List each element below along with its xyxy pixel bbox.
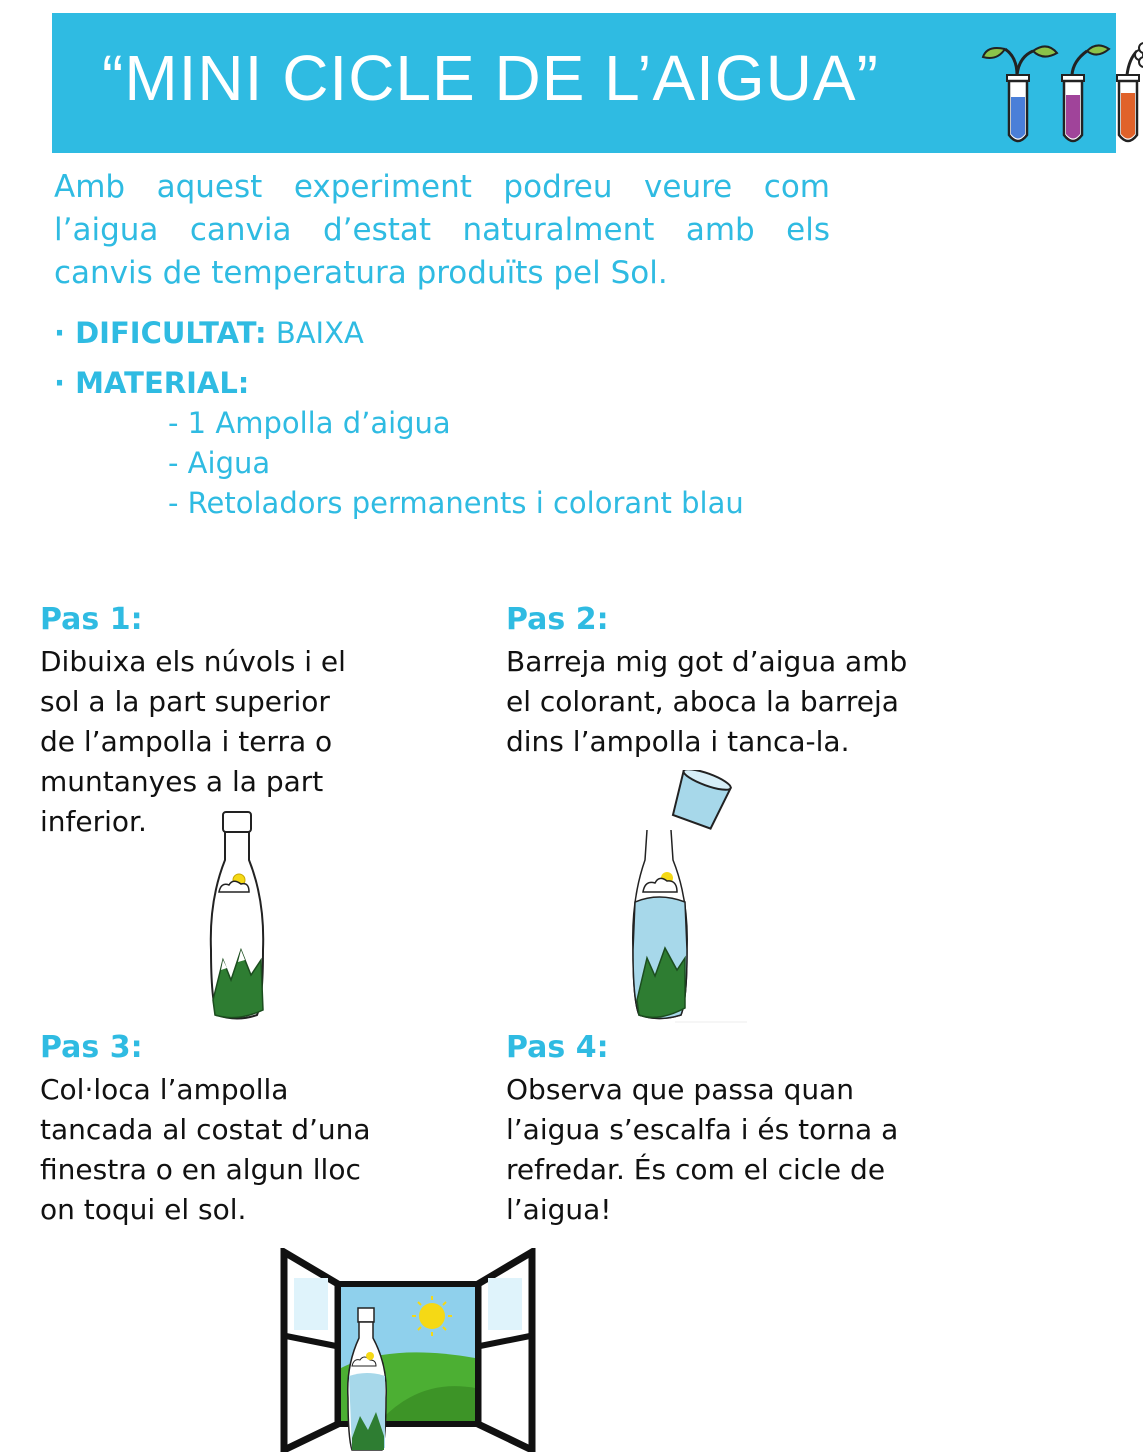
- page-title: “MINI CICLE DE L’AIGUA”: [102, 42, 879, 114]
- step-3-text: Col·loca l’ampolla tancada al costat d’una finestra o en algun lloc on toqui el sol.: [40, 1073, 371, 1226]
- title-banner: [52, 13, 1116, 153]
- material-item: - 1 Ampolla d’aigua: [168, 406, 451, 440]
- step-1-title: Pas 1:: [40, 602, 143, 637]
- test-tubes-icon: [977, 27, 1143, 152]
- material-label: · MATERIAL:: [54, 366, 250, 400]
- bottle-with-water-illustration: [625, 770, 755, 1025]
- window-illustration: [280, 1248, 536, 1452]
- step-2-text: Barreja mig got d’aigua amb el colorant, aboca la barreja dins l’ampolla i tanca-la.: [506, 645, 908, 758]
- step-1-text: Dibuixa els núvols i el sol a la part superior de l’ampolla i terra o muntanyes a la part inferior.: [40, 645, 346, 838]
- material-item: - Retoladors permanents i colorant blau: [168, 486, 744, 520]
- difficulty-line: [54, 316, 364, 350]
- step-3-title: Pas 3:: [40, 1030, 143, 1065]
- material-item: - Aigua: [168, 446, 271, 480]
- step-4-title: Pas 4:: [506, 1030, 609, 1065]
- difficulty-value: BAIXA: [275, 316, 364, 350]
- difficulty-label: · DIFICULTAT:: [54, 316, 267, 350]
- bottle-illustration: [195, 810, 280, 1025]
- step-2-title: Pas 2:: [506, 602, 609, 637]
- step-4-text: Observa que passa quan l’aigua s’escalfa i és torna a refredar. És com el cicle de l’aigua!: [506, 1073, 899, 1226]
- intro-paragraph: Amb aquest experiment podreu veure com l’aigua canvia d’estat naturalment amb els canvis de temperatura produïts pel Sol.: [54, 169, 830, 291]
